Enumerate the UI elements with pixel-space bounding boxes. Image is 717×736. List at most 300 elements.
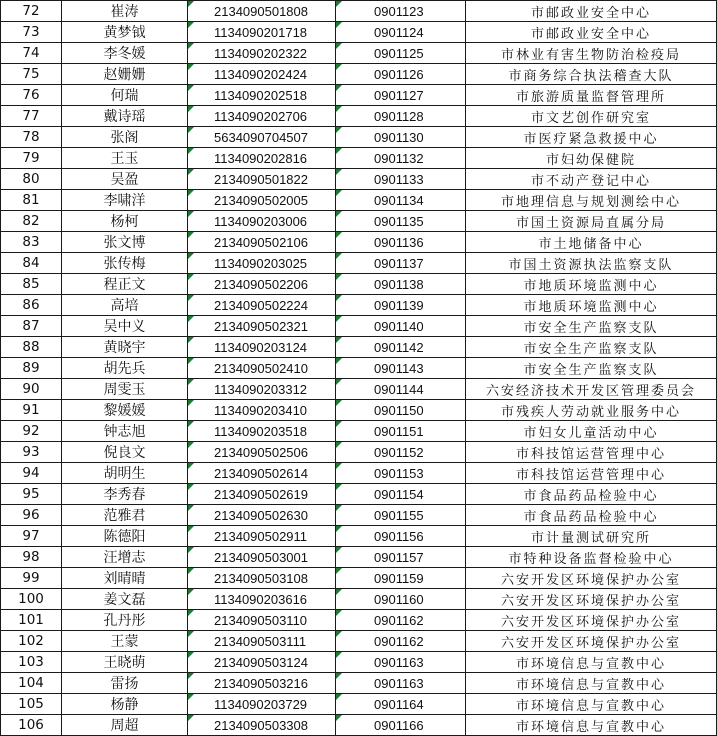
- row-number-cell[interactable]: [1, 694, 62, 715]
- position-code-cell[interactable]: [336, 631, 466, 652]
- exam-id-text: 2134090502614: [214, 465, 308, 481]
- unit-cell[interactable]: [466, 442, 717, 463]
- name-cell[interactable]: [62, 232, 188, 253]
- position-code-cell[interactable]: [336, 526, 466, 547]
- unit-cell[interactable]: [466, 610, 717, 631]
- unit-cell[interactable]: [466, 106, 717, 127]
- row-number-cell[interactable]: [1, 442, 62, 463]
- row-number-cell[interactable]: [1, 379, 62, 400]
- table-row: [1, 106, 717, 127]
- unit-text: 市环境信息与宣教中心: [515, 698, 666, 714]
- unit-cell[interactable]: [466, 64, 717, 85]
- unit-cell[interactable]: [466, 253, 717, 274]
- position-code-text: 0901132: [374, 150, 424, 166]
- exam-id-text: 2134090502619: [214, 486, 308, 502]
- exam-id-text: 2134090502224: [214, 297, 308, 313]
- position-code-cell[interactable]: [336, 85, 466, 106]
- position-code-cell[interactable]: [336, 379, 466, 400]
- row-number-cell[interactable]: [1, 421, 62, 442]
- row-number-cell[interactable]: [1, 358, 62, 379]
- exam-id-cell[interactable]: [188, 43, 336, 64]
- row-number-cell[interactable]: [1, 673, 62, 694]
- position-code-text: 0901151: [374, 423, 424, 439]
- exam-id-cell[interactable]: [188, 1, 336, 22]
- position-code-cell[interactable]: [336, 253, 466, 274]
- row-number-cell[interactable]: [1, 211, 62, 232]
- unit-cell[interactable]: [466, 652, 717, 673]
- unit-cell[interactable]: [466, 568, 717, 589]
- name-cell[interactable]: [62, 295, 188, 316]
- position-code-text: 0901130: [374, 129, 424, 145]
- exam-id-text: 2134090503108: [214, 570, 308, 586]
- row-number-cell[interactable]: [1, 274, 62, 295]
- row-number-text: 79: [22, 150, 40, 166]
- exam-id-text: 1134090202424: [214, 66, 308, 82]
- name-cell[interactable]: [62, 673, 188, 694]
- position-code-cell[interactable]: [336, 547, 466, 568]
- number-as-text-indicator-icon: [336, 22, 342, 28]
- unit-cell[interactable]: [466, 547, 717, 568]
- exam-id-cell[interactable]: [188, 127, 336, 148]
- row-number-text: 96: [22, 507, 40, 523]
- position-code-cell[interactable]: [336, 106, 466, 127]
- row-number-text: 83: [22, 234, 40, 250]
- position-code-cell[interactable]: [336, 316, 466, 337]
- unit-cell[interactable]: [466, 22, 717, 43]
- exam-id-cell[interactable]: [188, 316, 336, 337]
- unit-cell[interactable]: [466, 589, 717, 610]
- table-row: [1, 673, 717, 694]
- exam-id-cell[interactable]: [188, 547, 336, 568]
- position-code-text: 0901156: [374, 528, 424, 544]
- name-cell[interactable]: [62, 631, 188, 652]
- number-as-text-indicator-icon: [336, 127, 342, 133]
- position-code-cell[interactable]: [336, 421, 466, 442]
- row-number-cell[interactable]: [1, 589, 62, 610]
- name-cell[interactable]: [62, 148, 188, 169]
- name-cell[interactable]: [62, 85, 188, 106]
- name-cell[interactable]: [62, 421, 188, 442]
- position-code-cell[interactable]: [336, 1, 466, 22]
- name-text: 雷扬: [110, 676, 139, 692]
- row-number-text: 75: [22, 66, 40, 82]
- unit-text: 市安全生产监察支队: [523, 362, 659, 378]
- roster-table-body: [1, 1, 717, 736]
- table-row: [1, 169, 717, 190]
- exam-id-cell[interactable]: [188, 253, 336, 274]
- row-number-cell[interactable]: [1, 631, 62, 652]
- unit-text: 市食品药品检验中心: [523, 488, 659, 504]
- unit-cell[interactable]: [466, 421, 717, 442]
- row-number-cell[interactable]: [1, 64, 62, 85]
- position-code-text: 0901155: [374, 507, 424, 523]
- row-number-cell[interactable]: [1, 547, 62, 568]
- exam-id-text: 2134090503124: [214, 654, 308, 670]
- position-code-cell[interactable]: [336, 64, 466, 85]
- name-text: 张阁: [110, 130, 139, 146]
- row-number-text: 100: [18, 591, 44, 607]
- name-cell[interactable]: [62, 211, 188, 232]
- row-number-cell[interactable]: [1, 463, 62, 484]
- name-text: 吴中义: [103, 319, 146, 335]
- row-number-text: 95: [22, 486, 40, 502]
- exam-id-cell[interactable]: [188, 106, 336, 127]
- exam-id-text: 1134090203410: [214, 402, 308, 418]
- position-code-cell[interactable]: [336, 211, 466, 232]
- row-number-cell[interactable]: [1, 22, 62, 43]
- row-number-cell[interactable]: [1, 169, 62, 190]
- exam-id-cell[interactable]: [188, 85, 336, 106]
- position-code-cell[interactable]: [336, 484, 466, 505]
- exam-id-cell[interactable]: [188, 190, 336, 211]
- name-cell[interactable]: [62, 169, 188, 190]
- unit-cell[interactable]: [466, 526, 717, 547]
- table-row: [1, 568, 717, 589]
- unit-cell[interactable]: [466, 1, 717, 22]
- exam-id-text: 1134090203729: [214, 696, 308, 712]
- unit-cell[interactable]: [466, 127, 717, 148]
- number-as-text-indicator-icon: [188, 295, 194, 301]
- name-text: 李冬媛: [103, 46, 146, 62]
- unit-cell[interactable]: [466, 43, 717, 64]
- row-number-text: 87: [22, 318, 40, 334]
- row-number-cell[interactable]: [1, 526, 62, 547]
- name-cell[interactable]: [62, 610, 188, 631]
- number-as-text-indicator-icon: [188, 106, 194, 112]
- table-row: [1, 274, 717, 295]
- row-number-cell[interactable]: [1, 253, 62, 274]
- number-as-text-indicator-icon: [336, 400, 342, 406]
- exam-id-cell[interactable]: [188, 64, 336, 85]
- row-number-cell[interactable]: [1, 43, 62, 64]
- number-as-text-indicator-icon: [188, 694, 194, 700]
- name-cell[interactable]: [62, 715, 188, 736]
- exam-id-cell[interactable]: [188, 568, 336, 589]
- row-number-cell[interactable]: [1, 337, 62, 358]
- number-as-text-indicator-icon: [336, 694, 342, 700]
- position-code-cell[interactable]: [336, 568, 466, 589]
- unit-cell[interactable]: [466, 505, 717, 526]
- unit-cell[interactable]: [466, 190, 717, 211]
- row-number-cell[interactable]: [1, 127, 62, 148]
- number-as-text-indicator-icon: [188, 715, 194, 721]
- name-cell[interactable]: [62, 568, 188, 589]
- unit-text: 市妇幼保健院: [545, 152, 636, 168]
- position-code-cell[interactable]: [336, 337, 466, 358]
- position-code-text: 0901166: [374, 717, 424, 733]
- exam-id-text: 2134090502206: [214, 276, 308, 292]
- unit-cell[interactable]: [466, 379, 717, 400]
- row-number-cell[interactable]: [1, 106, 62, 127]
- name-text: 王蒙: [110, 634, 139, 650]
- position-code-cell[interactable]: [336, 169, 466, 190]
- unit-text: 市医疗紧急救援中心: [523, 131, 659, 147]
- unit-cell[interactable]: [466, 295, 717, 316]
- name-cell[interactable]: [62, 463, 188, 484]
- name-cell[interactable]: [62, 316, 188, 337]
- name-cell[interactable]: [62, 358, 188, 379]
- unit-cell[interactable]: [466, 337, 717, 358]
- exam-id-cell[interactable]: [188, 421, 336, 442]
- position-code-cell[interactable]: [336, 148, 466, 169]
- unit-cell[interactable]: [466, 148, 717, 169]
- name-cell[interactable]: [62, 43, 188, 64]
- name-cell[interactable]: [62, 505, 188, 526]
- exam-id-cell[interactable]: [188, 274, 336, 295]
- unit-text: 市安全生产监察支队: [523, 341, 659, 357]
- number-as-text-indicator-icon: [336, 505, 342, 511]
- name-text: 张传梅: [103, 256, 146, 272]
- name-text: 李啸洋: [103, 193, 146, 209]
- name-cell[interactable]: [62, 127, 188, 148]
- row-number-cell[interactable]: [1, 148, 62, 169]
- exam-id-cell[interactable]: [188, 673, 336, 694]
- unit-text: 市食品药品检验中心: [523, 509, 659, 525]
- number-as-text-indicator-icon: [336, 568, 342, 574]
- name-text: 黎媛媛: [103, 403, 146, 419]
- row-number-text: 76: [22, 87, 40, 103]
- row-number-text: 84: [22, 255, 40, 271]
- exam-id-cell[interactable]: [188, 148, 336, 169]
- row-number-cell[interactable]: [1, 484, 62, 505]
- position-code-cell[interactable]: [336, 610, 466, 631]
- name-cell[interactable]: [62, 379, 188, 400]
- row-number-text: 94: [22, 465, 40, 481]
- unit-text: 市不动产登记中心: [530, 173, 651, 189]
- exam-id-cell[interactable]: [188, 379, 336, 400]
- exam-id-text: 2134090502321: [214, 318, 308, 334]
- name-text: 赵姗姗: [103, 67, 146, 83]
- row-number-cell[interactable]: [1, 85, 62, 106]
- name-text: 刘晴晴: [103, 571, 146, 587]
- name-cell[interactable]: [62, 22, 188, 43]
- position-code-cell[interactable]: [336, 589, 466, 610]
- row-number-text: 98: [22, 549, 40, 565]
- exam-id-text: 1134090202816: [214, 150, 308, 166]
- name-cell[interactable]: [62, 400, 188, 421]
- position-code-text: 0901137: [374, 255, 424, 271]
- unit-text: 六安开发区环境保护办公室: [500, 593, 681, 609]
- number-as-text-indicator-icon: [336, 610, 342, 616]
- position-code-cell[interactable]: [336, 43, 466, 64]
- row-number-cell[interactable]: [1, 232, 62, 253]
- exam-id-text: 1134090203312: [214, 381, 308, 397]
- unit-cell[interactable]: [466, 232, 717, 253]
- name-cell[interactable]: [62, 484, 188, 505]
- number-as-text-indicator-icon: [336, 337, 342, 343]
- table-row: [1, 526, 717, 547]
- exam-id-text: 1134090202706: [214, 108, 308, 124]
- position-code-text: 0901138: [374, 276, 424, 292]
- row-number-cell[interactable]: [1, 568, 62, 589]
- row-number-cell[interactable]: [1, 652, 62, 673]
- row-number-text: 86: [22, 297, 40, 313]
- unit-cell[interactable]: [466, 169, 717, 190]
- name-cell[interactable]: [62, 106, 188, 127]
- exam-id-cell[interactable]: [188, 652, 336, 673]
- table-row: [1, 127, 717, 148]
- row-number-text: 97: [22, 528, 40, 544]
- position-code-cell[interactable]: [336, 694, 466, 715]
- row-number-cell[interactable]: [1, 610, 62, 631]
- row-number-cell[interactable]: [1, 295, 62, 316]
- position-code-text: 0901160: [374, 591, 424, 607]
- position-code-text: 0901162: [374, 633, 424, 649]
- row-number-text: 88: [22, 339, 40, 355]
- table-row: [1, 442, 717, 463]
- table-row: [1, 589, 717, 610]
- name-text: 高培: [110, 298, 139, 314]
- name-cell[interactable]: [62, 190, 188, 211]
- row-number-cell[interactable]: [1, 400, 62, 421]
- position-code-cell[interactable]: [336, 400, 466, 421]
- exam-id-cell[interactable]: [188, 22, 336, 43]
- position-code-cell[interactable]: [336, 274, 466, 295]
- unit-cell[interactable]: [466, 316, 717, 337]
- row-number-text: 93: [22, 444, 40, 460]
- position-code-text: 0901135: [374, 213, 424, 229]
- exam-id-cell[interactable]: [188, 232, 336, 253]
- exam-id-text: 2134090501822: [214, 171, 308, 187]
- unit-cell[interactable]: [466, 274, 717, 295]
- exam-id-cell[interactable]: [188, 610, 336, 631]
- exam-id-cell[interactable]: [188, 337, 336, 358]
- exam-id-cell[interactable]: [188, 169, 336, 190]
- exam-id-cell[interactable]: [188, 694, 336, 715]
- exam-id-cell[interactable]: [188, 526, 336, 547]
- name-cell[interactable]: [62, 1, 188, 22]
- table-row: [1, 463, 717, 484]
- position-code-cell[interactable]: [336, 358, 466, 379]
- row-number-cell[interactable]: [1, 715, 62, 736]
- exam-id-text: 2134090502005: [214, 192, 308, 208]
- row-number-cell[interactable]: [1, 190, 62, 211]
- number-as-text-indicator-icon: [188, 442, 194, 448]
- number-as-text-indicator-icon: [188, 673, 194, 679]
- table-row: [1, 694, 717, 715]
- unit-cell[interactable]: [466, 85, 717, 106]
- position-code-text: 0901163: [374, 675, 424, 691]
- number-as-text-indicator-icon: [188, 631, 194, 637]
- table-row: [1, 400, 717, 421]
- unit-cell[interactable]: [466, 715, 717, 736]
- unit-text: 市残疾人劳动就业服务中心: [500, 404, 681, 420]
- unit-text: 市环境信息与宣教中心: [515, 719, 666, 735]
- position-code-cell[interactable]: [336, 295, 466, 316]
- position-code-text: 0901124: [374, 24, 424, 40]
- position-code-cell[interactable]: [336, 463, 466, 484]
- unit-text: 市邮政业安全中心: [530, 26, 651, 42]
- exam-id-cell[interactable]: [188, 358, 336, 379]
- unit-text: 市林业有害生物防治检疫局: [500, 47, 681, 63]
- unit-text: 市地质环境监测中心: [523, 299, 659, 315]
- name-cell[interactable]: [62, 337, 188, 358]
- name-cell[interactable]: [62, 547, 188, 568]
- unit-text: 市特种设备监督检验中心: [508, 551, 674, 567]
- unit-cell[interactable]: [466, 358, 717, 379]
- unit-cell[interactable]: [466, 694, 717, 715]
- exam-id-cell[interactable]: [188, 442, 336, 463]
- number-as-text-indicator-icon: [188, 589, 194, 595]
- row-number-cell[interactable]: [1, 316, 62, 337]
- unit-cell[interactable]: [466, 631, 717, 652]
- exam-id-cell[interactable]: [188, 505, 336, 526]
- name-cell[interactable]: [62, 442, 188, 463]
- number-as-text-indicator-icon: [188, 274, 194, 280]
- position-code-text: 0901133: [374, 171, 424, 187]
- name-text: 陈德阳: [103, 529, 146, 545]
- row-number-text: 106: [18, 717, 44, 733]
- exam-id-text: 2134090503110: [214, 612, 308, 628]
- row-number-text: 104: [18, 675, 44, 691]
- name-cell[interactable]: [62, 589, 188, 610]
- unit-text: 市邮政业安全中心: [530, 5, 651, 21]
- row-number-text: 77: [22, 108, 40, 124]
- number-as-text-indicator-icon: [336, 295, 342, 301]
- position-code-text: 0901154: [374, 486, 424, 502]
- position-code-cell[interactable]: [336, 127, 466, 148]
- table-row: [1, 610, 717, 631]
- exam-id-cell[interactable]: [188, 631, 336, 652]
- unit-cell[interactable]: [466, 400, 717, 421]
- position-code-cell[interactable]: [336, 505, 466, 526]
- unit-cell[interactable]: [466, 211, 717, 232]
- number-as-text-indicator-icon: [336, 43, 342, 49]
- position-code-text: 0901123: [374, 3, 424, 19]
- position-code-cell[interactable]: [336, 652, 466, 673]
- row-number-cell[interactable]: [1, 1, 62, 22]
- exam-id-cell[interactable]: [188, 715, 336, 736]
- name-cell[interactable]: [62, 274, 188, 295]
- exam-id-cell[interactable]: [188, 589, 336, 610]
- name-cell[interactable]: [62, 253, 188, 274]
- exam-id-cell[interactable]: [188, 463, 336, 484]
- number-as-text-indicator-icon: [336, 316, 342, 322]
- position-code-text: 0901136: [374, 234, 424, 250]
- exam-id-cell[interactable]: [188, 295, 336, 316]
- exam-id-cell[interactable]: [188, 400, 336, 421]
- unit-cell[interactable]: [466, 673, 717, 694]
- position-code-cell[interactable]: [336, 190, 466, 211]
- number-as-text-indicator-icon: [336, 715, 342, 721]
- position-code-cell[interactable]: [336, 22, 466, 43]
- unit-cell[interactable]: [466, 463, 717, 484]
- name-cell[interactable]: [62, 64, 188, 85]
- unit-text: 市环境信息与宣教中心: [515, 656, 666, 672]
- position-code-cell[interactable]: [336, 232, 466, 253]
- exam-id-cell[interactable]: [188, 211, 336, 232]
- table-row: [1, 379, 717, 400]
- position-code-cell[interactable]: [336, 715, 466, 736]
- name-cell[interactable]: [62, 694, 188, 715]
- name-text: 黄梦钺: [103, 25, 146, 41]
- unit-cell[interactable]: [466, 484, 717, 505]
- position-code-text: 0901126: [374, 66, 424, 82]
- table-row: [1, 631, 717, 652]
- exam-id-cell[interactable]: [188, 484, 336, 505]
- row-number-cell[interactable]: [1, 505, 62, 526]
- table-row: [1, 211, 717, 232]
- name-text: 戴诗瑶: [103, 109, 146, 125]
- number-as-text-indicator-icon: [336, 169, 342, 175]
- row-number-text: 103: [18, 654, 44, 670]
- unit-text: 市文艺创作研究室: [530, 110, 651, 126]
- name-cell[interactable]: [62, 526, 188, 547]
- name-cell[interactable]: [62, 652, 188, 673]
- position-code-cell[interactable]: [336, 673, 466, 694]
- name-text: 周雯玉: [103, 382, 146, 398]
- position-code-cell[interactable]: [336, 442, 466, 463]
